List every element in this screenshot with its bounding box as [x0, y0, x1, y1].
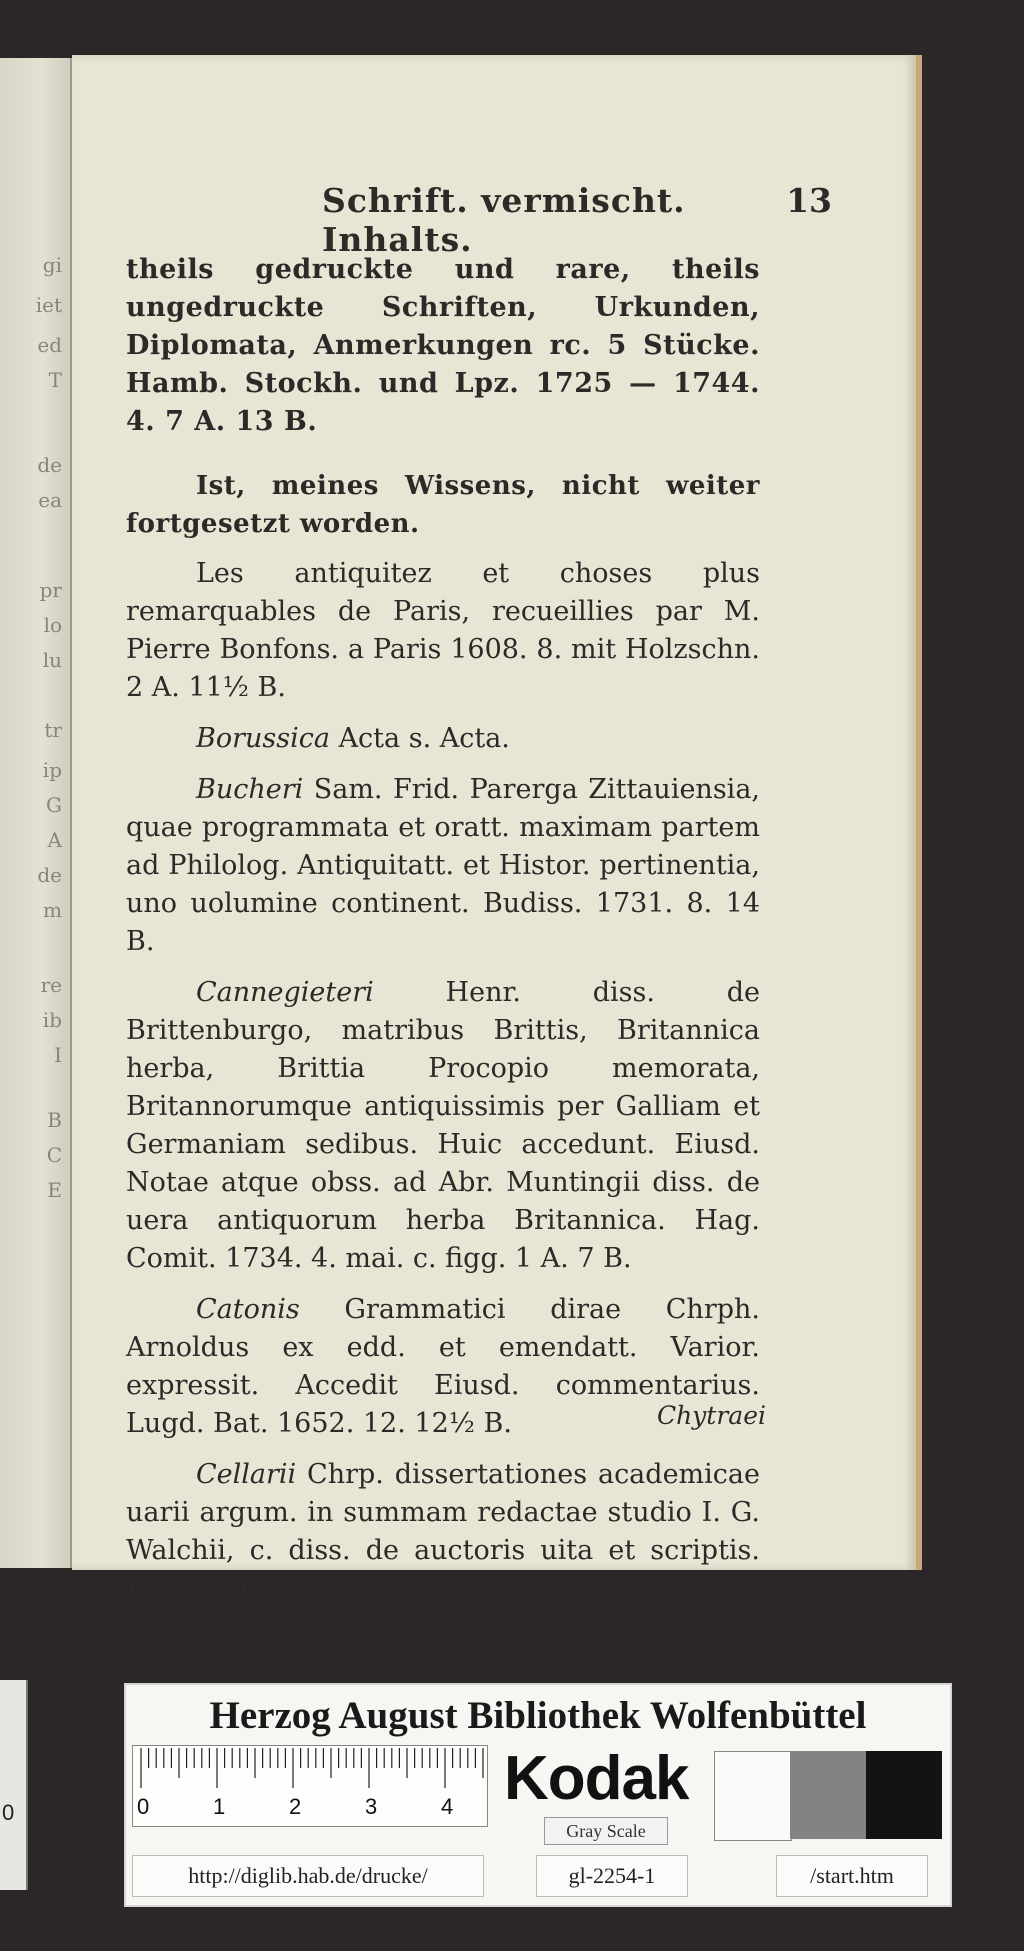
catchword: Chytraei	[656, 1401, 766, 1430]
kodak-logo: Kodak	[504, 1744, 689, 1813]
entry-4	[126, 771, 760, 961]
left-page-text-fragment: E	[47, 1178, 62, 1202]
left-page-text-fragment: m	[43, 898, 62, 922]
left-page-text-fragment: ed	[37, 333, 62, 357]
left-adjacent-target-strip	[0, 1680, 28, 1890]
note-text: Ist, meines Wissens, nicht weiter fortgesetzt worden.	[126, 471, 760, 539]
entry-0	[126, 251, 760, 441]
left-page-text-fragment: I	[54, 1043, 62, 1067]
gray-scale-label: Gray Scale	[544, 1817, 668, 1845]
gray-swatch	[790, 1751, 866, 1839]
left-adjacent-page	[0, 58, 72, 1568]
left-page-text-fragment: C	[46, 1143, 62, 1167]
entry-2	[126, 555, 760, 707]
entry-text: theils gedruckte und rare, theils ungedruckte Schriften, Urkunden, Diplomata, Anmerkungen rc. 5 Stücke. Hamb. Stockh. und Lpz. 1725 — 1744. 4. 7 A. 13 B.	[126, 254, 760, 437]
black-swatch	[866, 1751, 942, 1839]
entry-note	[126, 467, 760, 543]
left-page-text-fragment: iet	[35, 293, 62, 317]
entry-3	[126, 720, 760, 758]
left-page-text-fragment: lu	[42, 648, 62, 672]
left-page-text-fragment: lo	[43, 613, 62, 637]
left-page-text-fragment: ip	[42, 758, 62, 782]
left-page-text-fragment: de	[37, 453, 62, 477]
entry-text: Henr. diss. de Brittenburgo, matribus Brittis, Britannica herba, Brittia Procopio memorata, Britannorumque antiquissimis per Galliam et Germaniam sedibus. Huic accedunt. Eiusd. Notae atque obss. ad Abr. Muntingii diss. de uera antiquorum herba Britannica. Hag. Comit. 1734. 4. mai. c. figg. 1 A. 7 B.	[126, 977, 760, 1274]
left-page-text-fragment: pr	[39, 578, 62, 602]
entry-text: Sam. Frid. Parerga Zittauiensia, quae programmata et oratt. maximam partem ad Philolog. Antiquitatt. et Histor. pertinentia, uno uolumine continent. Budiss. 1731. 8. 14 B.	[126, 774, 760, 957]
entry-lead: Bucheri	[196, 774, 304, 805]
library-title: Herzog August Bibliothek Wolfenbüttel	[209, 1694, 867, 1737]
left-page-text-fragment: T	[48, 368, 62, 392]
left-page-text-fragment: ib	[42, 1008, 62, 1032]
left-page-text-fragment: gi	[42, 253, 62, 277]
entry-lead: Catonis	[196, 1294, 300, 1325]
entry-lead: Borussica	[196, 723, 330, 754]
left-page-text-fragment: ea	[38, 488, 62, 512]
entry-7	[126, 1456, 760, 1608]
left-page-text-fragment: G	[46, 793, 62, 817]
page-number: 13	[786, 181, 832, 220]
ruler	[132, 1745, 488, 1827]
ruler-number: 0	[137, 1794, 150, 1819]
left-page-text-fragment: A	[47, 828, 62, 852]
white-swatch	[714, 1751, 792, 1841]
entry-lead: Cannegieteri	[196, 977, 374, 1008]
left-page-text-fragment: de	[37, 863, 62, 887]
shelfmark-code: gl-2254-1	[536, 1855, 688, 1897]
page-header	[242, 181, 832, 259]
ruler-number: 2	[289, 1794, 302, 1819]
book-page	[72, 55, 922, 1604]
entry-text: Les antiquitez et choses plus remarquables de Paris, recueillies par M. Pierre Bonfons. a Paris 1608. 8. mit Holzschn. 2 A. 11½ B.	[126, 558, 760, 703]
entry-text: Acta s. Acta.	[338, 723, 510, 754]
url-label: http://diglib.hab.de/drucke/	[132, 1855, 484, 1897]
ruler-ticks	[133, 1746, 487, 1794]
left-page-text-fragment: tr	[44, 718, 62, 742]
color-target-card	[124, 1683, 952, 1907]
start-link: /start.htm	[776, 1855, 928, 1897]
left-page-text-fragment: re	[40, 973, 62, 997]
entry-text: Chrp. dissertationes academicae uarii argum. in summam redactae studio I. G. Walchii, c. diss. de auctoris uita et scriptis. Lips. 1712. 8. 2 A. 13 B.	[126, 1459, 760, 1604]
ruler-number: 4	[441, 1794, 454, 1819]
entry-text: Grammatici dirae Chrph. Arnoldus ex edd. et emendatt. Varior. expressit. Accedit Eiusd. commentarius. Lugd. Bat. 1652. 12. 12½ B.	[126, 1294, 760, 1439]
left-strip-number: 0	[2, 1800, 15, 1825]
entry-lead: Cellarii	[196, 1459, 297, 1490]
ruler-number: 3	[365, 1794, 378, 1819]
entry-5	[126, 974, 760, 1278]
left-page-text-fragment: B	[47, 1108, 62, 1132]
running-head: Schrift. vermischt. Inhalts.	[322, 181, 686, 259]
ruler-number: 1	[213, 1794, 226, 1819]
